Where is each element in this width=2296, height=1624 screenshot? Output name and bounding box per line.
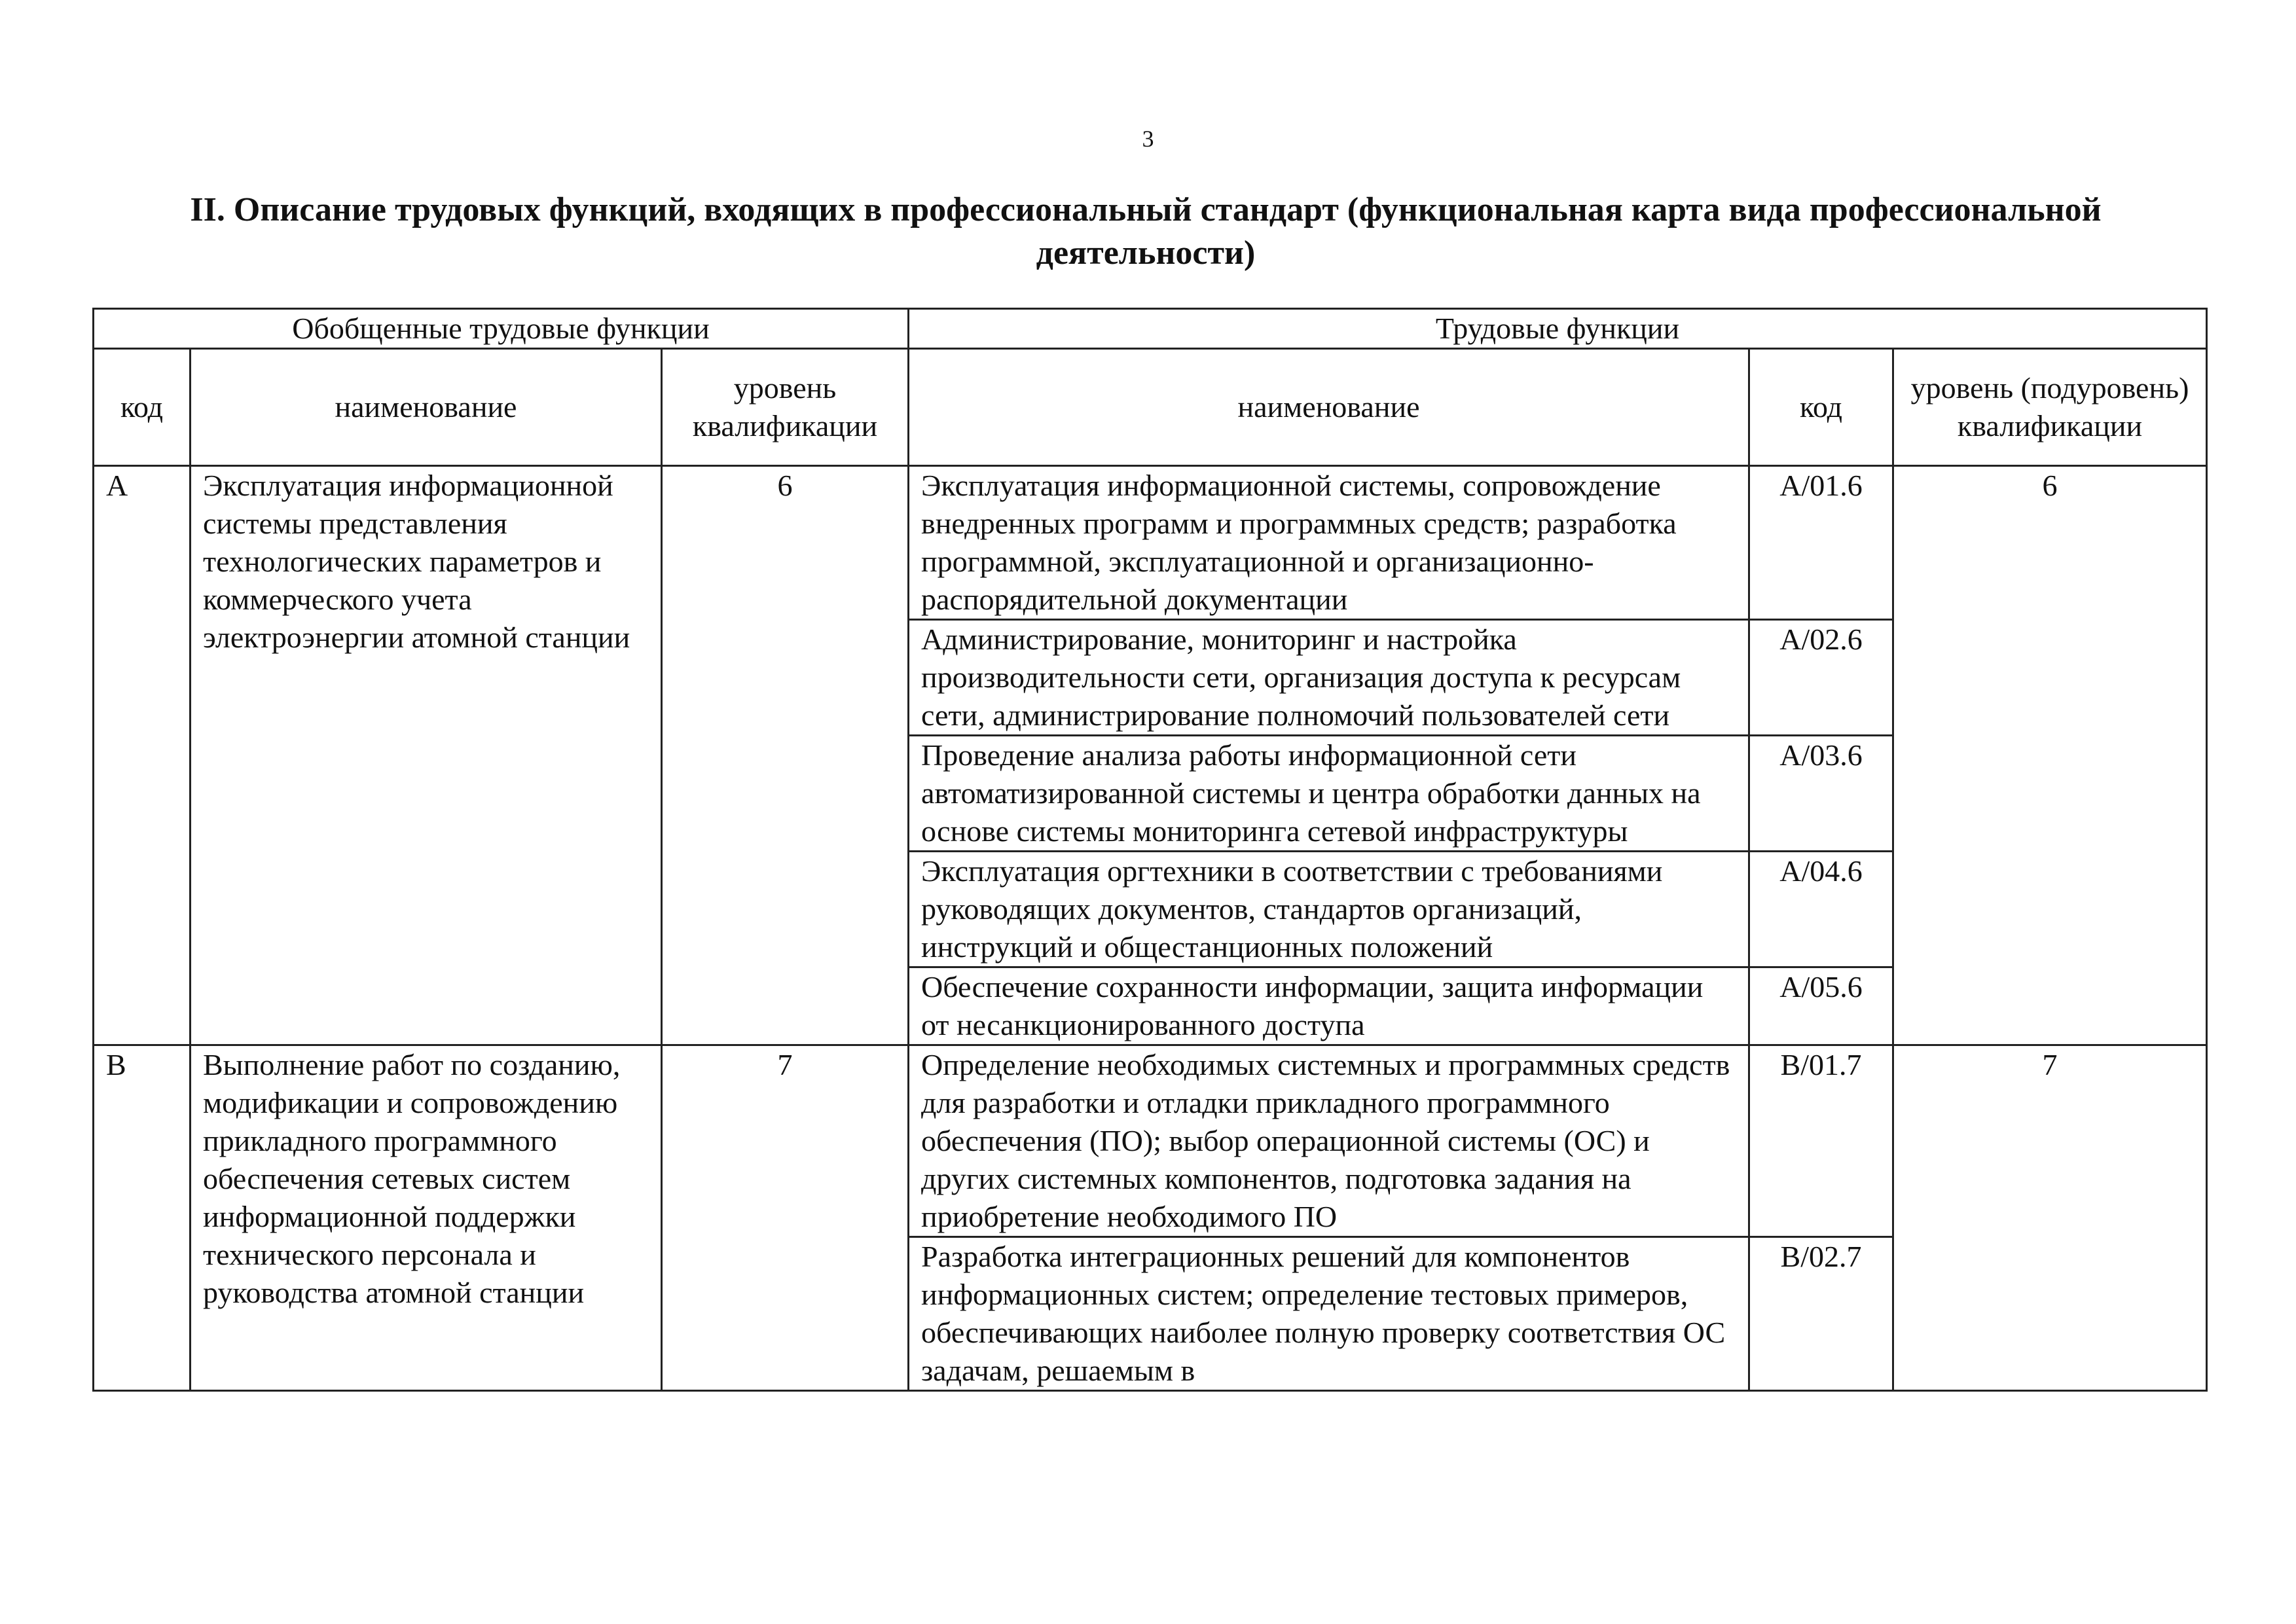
group-code-cell: A bbox=[94, 466, 191, 1045]
function-name-cell: Эксплуатация информационной системы, сопровождение внедренных программ и программных средств; разработка программной, эксплуатационной и организационно-распорядительной документации bbox=[909, 466, 1749, 620]
labor-functions-header: Трудовые функции bbox=[909, 309, 2207, 349]
function-code-cell: B/01.7 bbox=[1749, 1045, 1893, 1237]
function-code-cell: A/03.6 bbox=[1749, 736, 1893, 852]
function-level-cell: 7 bbox=[1893, 1045, 2207, 1391]
table-row bbox=[94, 466, 2207, 620]
func-name-header: наименование bbox=[909, 349, 1749, 466]
function-code-cell: A/02.6 bbox=[1749, 620, 1893, 736]
func-code-header: код bbox=[1749, 349, 1893, 466]
group-header-row bbox=[94, 309, 2207, 349]
group-name-cell: Эксплуатация информационной системы представления технологических параметров и коммерческого учета электроэнергии атомной станции bbox=[191, 466, 662, 1045]
gen-code-header: код bbox=[94, 349, 191, 466]
function-level-cell: 6 bbox=[1893, 466, 2207, 1045]
section-title: II. Описание трудовых функций, входящих в профессиональный стандарт (функциональная карта вида профессиональной деятельности) bbox=[190, 191, 2102, 272]
page-number: 3 bbox=[1142, 126, 1154, 152]
function-code-cell: A/04.6 bbox=[1749, 852, 1893, 967]
gen-level-header: уровень квалификации bbox=[662, 349, 909, 466]
function-code-cell: A/05.6 bbox=[1749, 967, 1893, 1045]
column-header-row bbox=[94, 349, 2207, 466]
group-level-cell: 7 bbox=[662, 1045, 909, 1391]
function-name-cell: Обеспечение сохранности информации, защита информации от несанкционированного доступа bbox=[909, 967, 1749, 1045]
generalized-functions-header: Обобщенные трудовые функции bbox=[94, 309, 909, 349]
group-name-cell: Выполнение работ по созданию, модификации и сопровождению прикладного программного обеспечения сетевых систем информационной поддержки технического персонала и руководства атомной станции bbox=[191, 1045, 662, 1391]
function-name-cell: Проведение анализа работы информационной сети автоматизированной системы и центра обработки данных на основе системы мониторинга сетевой инфраструктуры bbox=[909, 736, 1749, 852]
function-name-cell: Администрирование, мониторинг и настройка производительности сети, организация доступа к ресурсам сети, администрирование полномочий пользователей сети bbox=[909, 620, 1749, 736]
group-code-cell: B bbox=[94, 1045, 191, 1391]
function-code-cell: A/01.6 bbox=[1749, 466, 1893, 620]
group-level-cell: 6 bbox=[662, 466, 909, 1045]
table-row bbox=[94, 1045, 2207, 1237]
function-name-cell: Определение необходимых системных и программных средств для разработки и отладки прикладного программного обеспечения (ПО); выбор операционной системы (ОС) и других системных компонентов, подготовка задания на приобретение необходимого ПО bbox=[909, 1045, 1749, 1237]
function-name-cell: Разработка интеграционных решений для компонентов информационных систем; определение тестовых примеров, обеспечивающих наиболее полную проверку соответствия ОС задачам, решаемым в bbox=[909, 1237, 1749, 1391]
function-code-cell: B/02.7 bbox=[1749, 1237, 1893, 1391]
gen-name-header: наименование bbox=[191, 349, 662, 466]
functional-map-table bbox=[92, 308, 2208, 1392]
func-level-header: уровень (подуровень) квалификации bbox=[1893, 349, 2207, 466]
function-name-cell: Эксплуатация оргтехники в соответствии с требованиями руководящих документов, стандартов организаций, инструкций и общестанционных положений bbox=[909, 852, 1749, 967]
